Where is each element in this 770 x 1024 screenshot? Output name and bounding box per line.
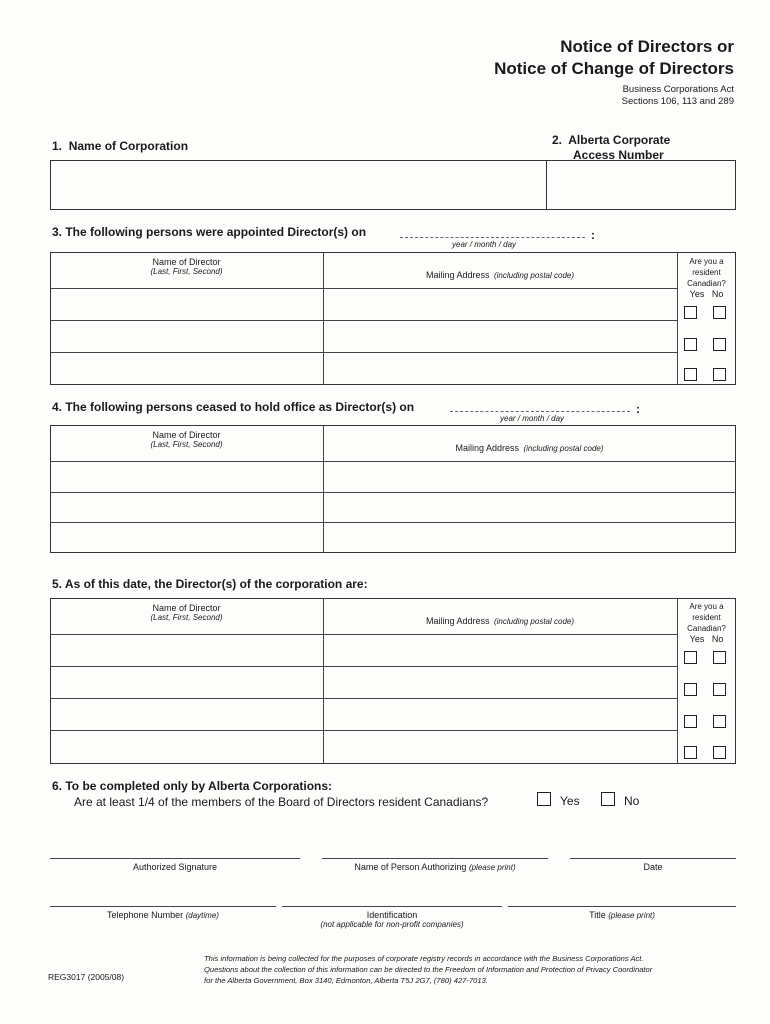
section2-label-1: Alberta Corporate bbox=[568, 133, 671, 147]
section1-label: Name of Corporation bbox=[68, 139, 189, 153]
telephone-label bbox=[50, 910, 276, 920]
title-line[interactable] bbox=[508, 906, 736, 907]
col-address-label: Mailing Address bbox=[425, 270, 490, 280]
resident-label-1: Are you a bbox=[689, 602, 724, 611]
act-name: Business Corporations Act bbox=[622, 84, 734, 95]
col-address-label: Mailing Address bbox=[425, 616, 490, 626]
identification-line[interactable] bbox=[282, 906, 502, 907]
authorized-signature-label: Authorized Signature bbox=[132, 862, 218, 872]
section6-yes-label: Yes bbox=[560, 794, 580, 808]
section5-row2-no-checkbox[interactable] bbox=[713, 683, 726, 696]
col-address-hint: (including postal code) bbox=[493, 617, 575, 626]
section5-heading: 5. As of this date, the Director(s) of the corporation are: bbox=[52, 577, 368, 591]
section6-question: Are at least 1/4 of the members of the Board of Directors resident Canadians? bbox=[74, 795, 489, 809]
section2-number: 2. bbox=[552, 133, 563, 147]
resident-label-3: Canadian? bbox=[687, 279, 726, 288]
yes-label: Yes bbox=[689, 289, 705, 299]
section4-row-line bbox=[50, 461, 736, 462]
section4-name-header bbox=[50, 430, 323, 449]
col-name-label: Name of Director bbox=[152, 430, 221, 440]
title-line-1: Notice of Directors or bbox=[560, 37, 734, 56]
section6-heading: 6. To be completed only by Alberta Corporations: bbox=[52, 779, 333, 793]
section6-no-checkbox[interactable] bbox=[601, 792, 615, 806]
col-name-label: Name of Director bbox=[152, 257, 221, 267]
resident-yes-no bbox=[677, 634, 736, 645]
privacy-notice-line-2: Questions about the collection of this information can be directed to the Freedom of Information and Protection of Privacy Coordinator bbox=[204, 965, 653, 974]
section6-no-label: No bbox=[624, 794, 640, 808]
date-line[interactable] bbox=[570, 858, 736, 859]
section3-row3-yes-checkbox[interactable] bbox=[684, 368, 697, 381]
form-title bbox=[494, 36, 734, 80]
section5-row3-no-checkbox[interactable] bbox=[713, 715, 726, 728]
section1-heading bbox=[52, 139, 188, 153]
section3-row-line bbox=[50, 288, 677, 289]
section5-name-header bbox=[50, 603, 323, 622]
yes-label: Yes bbox=[689, 634, 705, 644]
section4-address-header bbox=[323, 438, 736, 456]
telephone-hint: (daytime) bbox=[185, 911, 219, 920]
section3-resident-header bbox=[677, 256, 736, 300]
col-address-hint: (including postal code) bbox=[493, 271, 575, 280]
section4-heading: 4. The following persons ceased to hold office as Director(s) on bbox=[52, 400, 415, 414]
telephone-text: Telephone Number bbox=[107, 910, 184, 920]
privacy-notice-line-3: for the Alberta Government, Box 3140, Edmonton, Alberta T5J 2G7, (780) 427-7013. bbox=[204, 976, 488, 985]
section6-yes-checkbox[interactable] bbox=[537, 792, 551, 806]
privacy-notice-line-1: This information is being collected for the purposes of corporate registry records in accordance with the Business Corporations Act. bbox=[204, 954, 644, 963]
person-authorizing-label bbox=[322, 862, 548, 872]
section3-colon: : bbox=[591, 228, 595, 242]
section5-address-header bbox=[323, 611, 677, 629]
section1-number: 1. bbox=[52, 139, 63, 153]
title-label bbox=[508, 910, 736, 920]
col-name-hint: (Last, First, Second) bbox=[150, 613, 223, 622]
section5-row3-yes-checkbox[interactable] bbox=[684, 715, 697, 728]
section5-row4-yes-checkbox[interactable] bbox=[684, 746, 697, 759]
col-name-label: Name of Director bbox=[152, 603, 221, 613]
col-address-label: Mailing Address bbox=[455, 443, 520, 453]
resident-label-3: Canadian? bbox=[687, 624, 726, 633]
section5-row1-no-checkbox[interactable] bbox=[713, 651, 726, 664]
section5-row4-no-checkbox[interactable] bbox=[713, 746, 726, 759]
section3-row-line bbox=[50, 320, 677, 321]
person-hint: (please print) bbox=[468, 863, 516, 872]
person-authorizing-line[interactable] bbox=[322, 858, 548, 859]
section2-label-2: Access Number bbox=[573, 148, 664, 162]
privacy-notice bbox=[204, 953, 738, 986]
section5-row-line bbox=[50, 634, 677, 635]
act-sections: Sections 106, 113 and 289 bbox=[621, 96, 734, 107]
section5-resident-header bbox=[677, 601, 736, 645]
col-name-hint: (Last, First, Second) bbox=[150, 267, 223, 276]
section3-heading: 3. The following persons were appointed Director(s) on bbox=[52, 225, 367, 239]
section3-row2-no-checkbox[interactable] bbox=[713, 338, 726, 351]
section3-date-hint: year / month / day bbox=[452, 240, 517, 249]
section2-heading bbox=[552, 133, 670, 163]
section3-row-line bbox=[50, 352, 677, 353]
section4-row-line bbox=[50, 522, 736, 523]
section3-address-header bbox=[323, 265, 677, 283]
section4-row-line bbox=[50, 492, 736, 493]
no-label: No bbox=[711, 634, 724, 644]
section3-name-header bbox=[50, 257, 323, 276]
form-code: REG3017 (2005/08) bbox=[48, 972, 125, 982]
access-number-field[interactable] bbox=[546, 160, 736, 210]
authorized-signature-line[interactable] bbox=[50, 858, 300, 859]
telephone-line[interactable] bbox=[50, 906, 276, 907]
section5-row-line bbox=[50, 730, 677, 731]
no-label: No bbox=[711, 289, 724, 299]
section4-date-line[interactable] bbox=[450, 411, 630, 412]
title-line-2: Notice of Change of Directors bbox=[494, 59, 734, 78]
identification-hint: (not applicable for non-profit companies) bbox=[320, 920, 464, 929]
section3-row1-no-checkbox[interactable] bbox=[713, 306, 726, 319]
act-reference bbox=[622, 84, 734, 108]
identification-text: Identification bbox=[366, 910, 418, 920]
resident-label-2: resident bbox=[692, 268, 721, 277]
section5-row1-yes-checkbox[interactable] bbox=[684, 651, 697, 664]
title-hint: (please print) bbox=[608, 911, 655, 920]
section5-row2-yes-checkbox[interactable] bbox=[684, 683, 697, 696]
col-name-hint: (Last, First, Second) bbox=[150, 440, 223, 449]
section4-colon: : bbox=[636, 402, 640, 416]
date-label: Date bbox=[643, 862, 663, 872]
resident-label-1: Are you a bbox=[689, 257, 724, 266]
section3-date-line[interactable] bbox=[400, 237, 585, 238]
corporation-name-field[interactable] bbox=[50, 160, 546, 210]
section3-row3-no-checkbox[interactable] bbox=[713, 368, 726, 381]
col-address-hint: (including postal code) bbox=[523, 444, 604, 453]
section5-row-line bbox=[50, 666, 677, 667]
section3-row1-yes-checkbox[interactable] bbox=[684, 306, 697, 319]
section5-row-line bbox=[50, 698, 677, 699]
section4-date-hint: year / month / day bbox=[500, 414, 565, 423]
section3-row2-yes-checkbox[interactable] bbox=[684, 338, 697, 351]
resident-yes-no bbox=[677, 289, 736, 300]
title-text: Title bbox=[589, 910, 606, 920]
person-label: Name of Person Authorizing bbox=[354, 862, 467, 872]
resident-label-2: resident bbox=[692, 613, 721, 622]
identification-label bbox=[282, 910, 502, 929]
